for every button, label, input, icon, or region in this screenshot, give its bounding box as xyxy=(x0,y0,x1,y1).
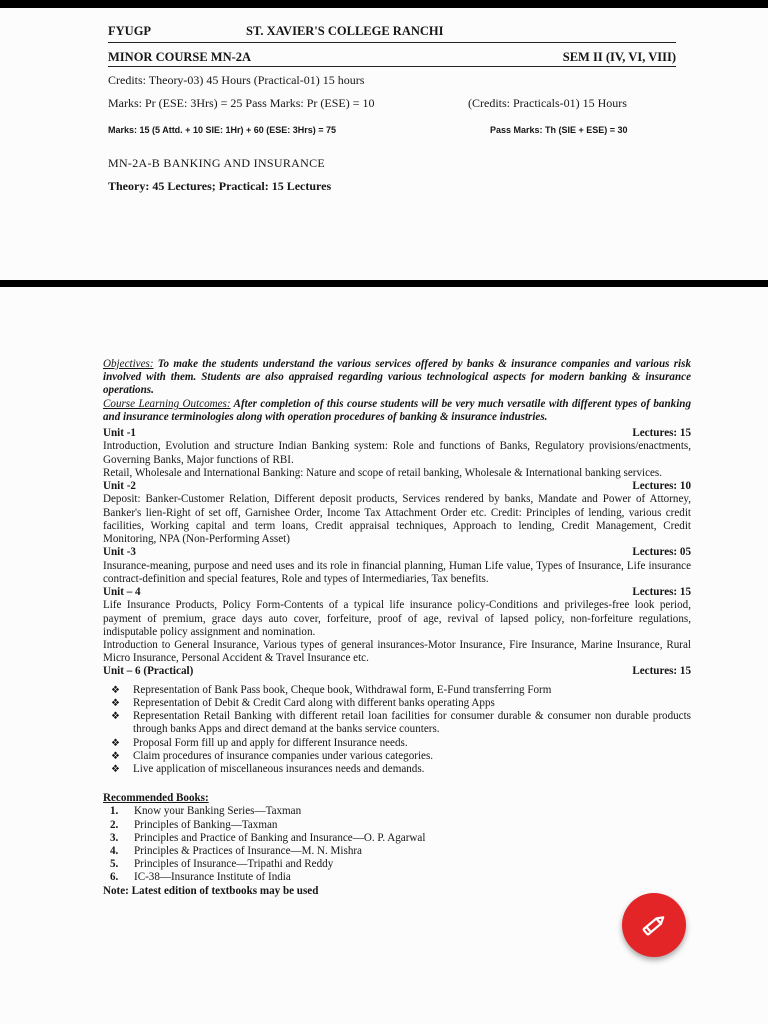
unit-3 xyxy=(103,546,691,586)
objectives-label: Objectives: xyxy=(103,358,154,370)
unit-lectures: Lectures: 15 xyxy=(632,586,691,599)
marks-line xyxy=(108,96,627,111)
unit-1 xyxy=(103,427,691,480)
unit-heading xyxy=(103,586,691,599)
marks-right: (Credits: Practicals-01) 15 Hours xyxy=(468,96,627,110)
unit-paragraph: Introduction to General Insurance, Various types of general insurances-Motor Insurance, Fire Insurance, Marine Insurance, Rural Micro Insurance, Personal Accident & Travel Insurance etc. xyxy=(103,639,691,665)
unit-title: Unit -2 xyxy=(103,480,136,493)
unit-paragraph: Introduction, Evolution and structure Indian Banking system: Role and functions of Banks, Regulatory provisions/enactments, Governing Banks, Major functions of RBI. xyxy=(103,440,691,466)
pencil-icon xyxy=(640,911,668,939)
marks-left: Marks: Pr (ESE: 3Hrs) = 25 Pass Marks: Pr (ESE) = 10 xyxy=(108,96,375,110)
unit-lectures: Lectures: 05 xyxy=(632,546,691,559)
unit-lectures: Lectures: 15 xyxy=(632,665,691,678)
unit-title: Unit -1 xyxy=(103,427,136,440)
unit-paragraph: Deposit: Banker-Customer Relation, Different deposit products, Services rendered by banks, Mandate and Power of Attorney, Banker's lien-Right of set off, Garnishee Order, Income Tax Attachment Order etc. Credit: Principles of lending, various credit facilities, Working capital and term loans, Credit appraisal techniques, Approach to lending, Credit Management, Credit Monitoring, NPA (Non-Performing Asset) xyxy=(103,493,691,546)
unit-heading xyxy=(103,546,691,559)
diamond-bullet-icon: ❖ xyxy=(111,711,120,723)
list-item: ❖ Live application of miscellaneous insurances needs and demands. xyxy=(111,763,425,776)
objectives xyxy=(103,358,691,398)
list-item: 2. Principles of Banking—Taxman xyxy=(110,818,278,831)
course-row xyxy=(108,48,676,67)
theory-line: Theory: 45 Lectures; Practical: 15 Lectures xyxy=(108,179,332,193)
course-label: MINOR COURSE MN-2A xyxy=(108,50,252,64)
list-item: 6. IC-38—Insurance Institute of India xyxy=(110,871,291,884)
unit-paragraph: Insurance-meaning, purpose and need uses and its role in financial planning, Human Life value, Types of Insurance, Life insurance contract-definition and special features, Role and types of Intermediaries, Tax benefits. xyxy=(103,559,691,585)
marks2-left: Marks: 15 (5 Attd. + 10 SIE: 1Hr) + 60 (ESE: 3Hrs) = 75 xyxy=(108,125,337,135)
list-item: 5. Principles of Insurance—Tripathi and Reddy xyxy=(110,858,334,871)
credits-line: Credits: Theory-03) 45 Hours (Practical-01) 15 hours xyxy=(108,73,365,87)
list-item: 4. Principles & Practices of Insurance—M. N. Mishra xyxy=(110,845,362,858)
objectives-text: To make the students understand the various services offered by banks & insurance companies and various risk involved with them. Students are also appraised regarding various technological aspects for modern banking & insurance operations. xyxy=(103,358,691,397)
marks-line-2 xyxy=(108,125,628,135)
course-outcomes xyxy=(103,398,691,424)
diamond-bullet-icon: ❖ xyxy=(111,698,120,710)
syllabus-header-page xyxy=(0,8,768,280)
diamond-bullet-icon: ❖ xyxy=(111,684,120,696)
outcomes-text: After completion of this course students will be very much versatile with different types of banking and insurance terminologies along with operation procedures of banking & insurance industries. xyxy=(103,397,691,423)
unit-title: Unit -3 xyxy=(103,546,136,559)
unit-lectures: Lectures: 15 xyxy=(632,427,691,440)
list-item: ❖ Proposal Form fill up and apply for different Insurance needs. xyxy=(111,736,408,749)
list-item: ❖ Representation of Debit & Credit Card along with different banks operating Apps xyxy=(111,697,495,710)
outcomes-label: Course Learning Outcomes: xyxy=(103,397,231,410)
list-item: ❖ Representation Retail Banking with different retail loan facilities for consumer durable & consumer non durable products through banks Apps and direct demand at the banks service counters. xyxy=(111,710,691,736)
syllabus-content xyxy=(103,358,691,898)
unit-title: Unit – 6 (Practical) xyxy=(103,665,194,678)
unit-paragraph: Retail, Wholesale and International Banking: Nature and scope of retail banking, Wholesale & International banking services. xyxy=(103,466,663,479)
diamond-bullet-icon: ❖ xyxy=(111,764,120,776)
list-item: 1. Know your Banking Series—Taxman xyxy=(110,805,302,818)
unit-2 xyxy=(103,480,691,546)
program-label: FYUGP xyxy=(108,24,152,38)
list-item: ❖ Claim procedures of insurance companies under various categories. xyxy=(111,749,434,762)
header-row xyxy=(108,24,676,43)
books-list xyxy=(103,805,691,884)
paper-title: MN-2A-B BANKING AND INSURANCE xyxy=(108,156,326,170)
unit-heading xyxy=(103,480,691,493)
semester-label: SEM II (IV, VI, VIII) xyxy=(562,50,676,64)
list-item: 3. Principles and Practice of Banking and Insurance—O. P. Agarwal xyxy=(110,831,426,844)
books-title: Recommended Books: xyxy=(103,792,209,805)
pass-marks: Pass Marks: Th (SIE + ESE) = 30 xyxy=(490,125,628,135)
unit-heading xyxy=(103,427,691,440)
college-name: ST. XAVIER'S COLLEGE RANCHI xyxy=(246,24,444,38)
unit-heading xyxy=(103,665,691,678)
list-item: ❖ Representation of Bank Pass book, Cheque book, Withdrawal form, E-Fund transferring Form xyxy=(111,683,552,696)
unit-practical xyxy=(103,665,691,776)
books-note: Note: Latest edition of textbooks may be used xyxy=(103,884,319,897)
edit-button[interactable] xyxy=(622,893,686,957)
diamond-bullet-icon: ❖ xyxy=(111,737,120,749)
practical-list xyxy=(103,684,691,776)
unit-paragraph: Life Insurance Products, Policy Form-Contents of a typical life insurance policy-Conditions and privileges-free look period, payment of premium, grace days auto cover, forfeiture, proof of age, revival of lapsed policy, non-forfeiture regulations, indisputable policy assignment and nomination. xyxy=(103,599,691,638)
diamond-bullet-icon: ❖ xyxy=(111,750,120,762)
unit-lectures: Lectures: 10 xyxy=(632,480,691,493)
unit-4 xyxy=(103,586,691,665)
unit-title: Unit – 4 xyxy=(103,586,141,599)
